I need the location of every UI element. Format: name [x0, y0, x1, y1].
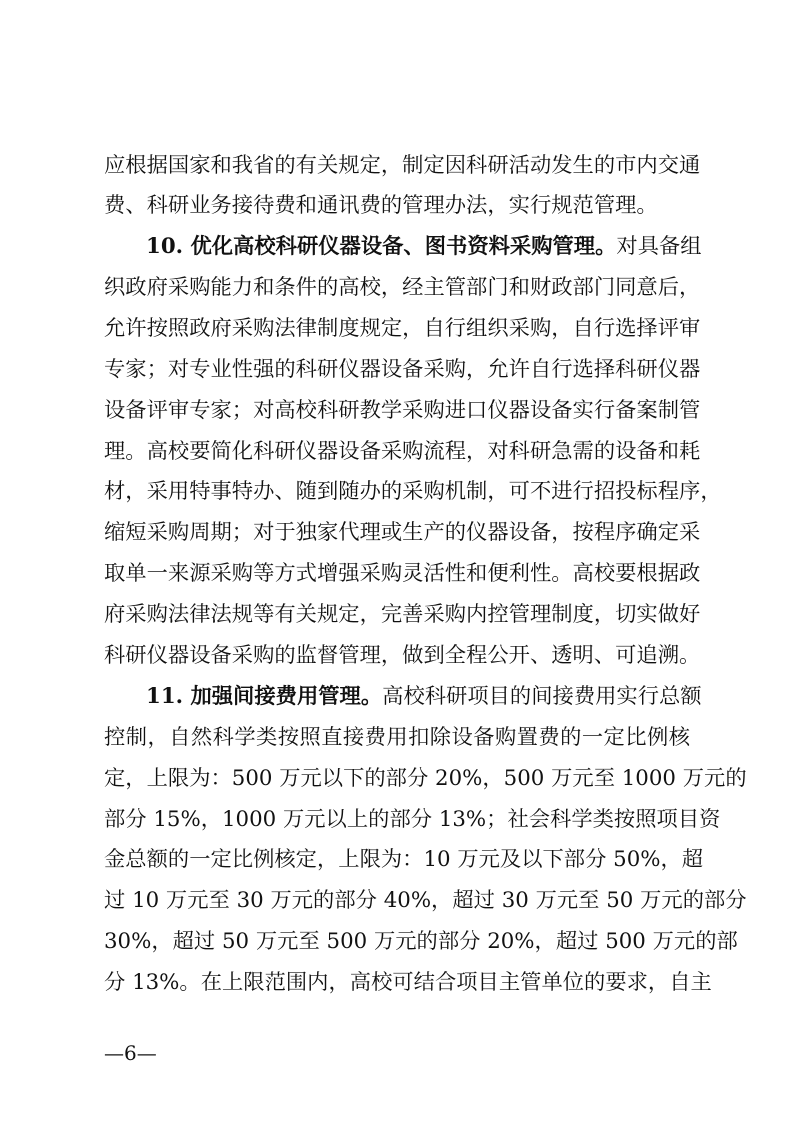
- text-line-3: [146, 227, 702, 267]
- text-line-19: 过 10 万元至 30 万元的部分 40%，超过 30 万元至 50 万元的部分: [104, 888, 747, 913]
- text-line-16: 定，上限为：500 万元以下的部分 20%，500 万元至 1000 万元的: [104, 766, 747, 791]
- text-line-6: 专家；对专业性强的科研仪器设备采购，允许自行选择科研仪器: [104, 357, 701, 382]
- text-line-13: 科研仪器设备采购的监督管理，做到全程公开、透明、可追溯。: [104, 643, 701, 668]
- text-line-17: 部分 15%，1000 万元以上的部分 13%；社会科学类按照项目资: [104, 807, 721, 832]
- text-line-20: 30%，超过 50 万元至 500 万元的部分 20%，超过 500 万元的部: [104, 929, 738, 954]
- text-line-18: 金总额的一定比例核定，上限为：10 万元及以下部分 50%，超: [104, 847, 704, 872]
- text-line-5: 允许按照政府采购法律制度规定，自行组织采购，自行选择评审: [104, 316, 701, 341]
- text-line-1: 应根据国家和我省的有关规定，制定因科研活动发生的市内交通: [104, 153, 701, 178]
- section-11-lead-text: 高校科研项目的间接费用实行总额: [382, 684, 702, 709]
- page-number: —6—: [104, 1041, 157, 1065]
- text-line-11: 取单一来源采购等方式增强采购灵活性和便利性。高校要根据政: [104, 561, 701, 586]
- text-line-15: 控制，自然科学类按照直接费用扣除设备购置费的一定比例核: [104, 725, 690, 750]
- text-line-10: 缩短采购周期；对于独家代理或生产的仪器设备，按程序确定采: [104, 520, 701, 545]
- section-10-lead-text: 对具备组: [616, 234, 702, 259]
- text-line-7: 设备评审专家；对高校科研教学采购进口仪器设备实行备案制管: [104, 398, 701, 423]
- section-heading-11: 11. 加强间接费用管理。: [146, 684, 383, 709]
- text-line-9: 材，采用特事特办、随到随办的采购机制，可不进行招投标程序，: [104, 479, 722, 504]
- text-line-4: 织政府采购能力和条件的高校，经主管部门和财政部门同意后，: [104, 275, 701, 300]
- text-line-8: 理。高校要简化科研仪器设备采购流程，对科研急需的设备和耗: [104, 439, 701, 464]
- text-line-14: [146, 677, 702, 717]
- text-line-2: 费、科研业务接待费和通讯费的管理办法，实行规范管理。: [104, 193, 658, 218]
- section-heading-10: 10. 优化高校科研仪器设备、图书资料采购管理。: [146, 234, 617, 259]
- text-line-12: 府采购法律法规等有关规定，完善采购内控管理制度，切实做好: [104, 602, 701, 627]
- text-line-21: 分 13%。在上限范围内，高校可结合项目主管单位的要求，自主: [104, 970, 712, 995]
